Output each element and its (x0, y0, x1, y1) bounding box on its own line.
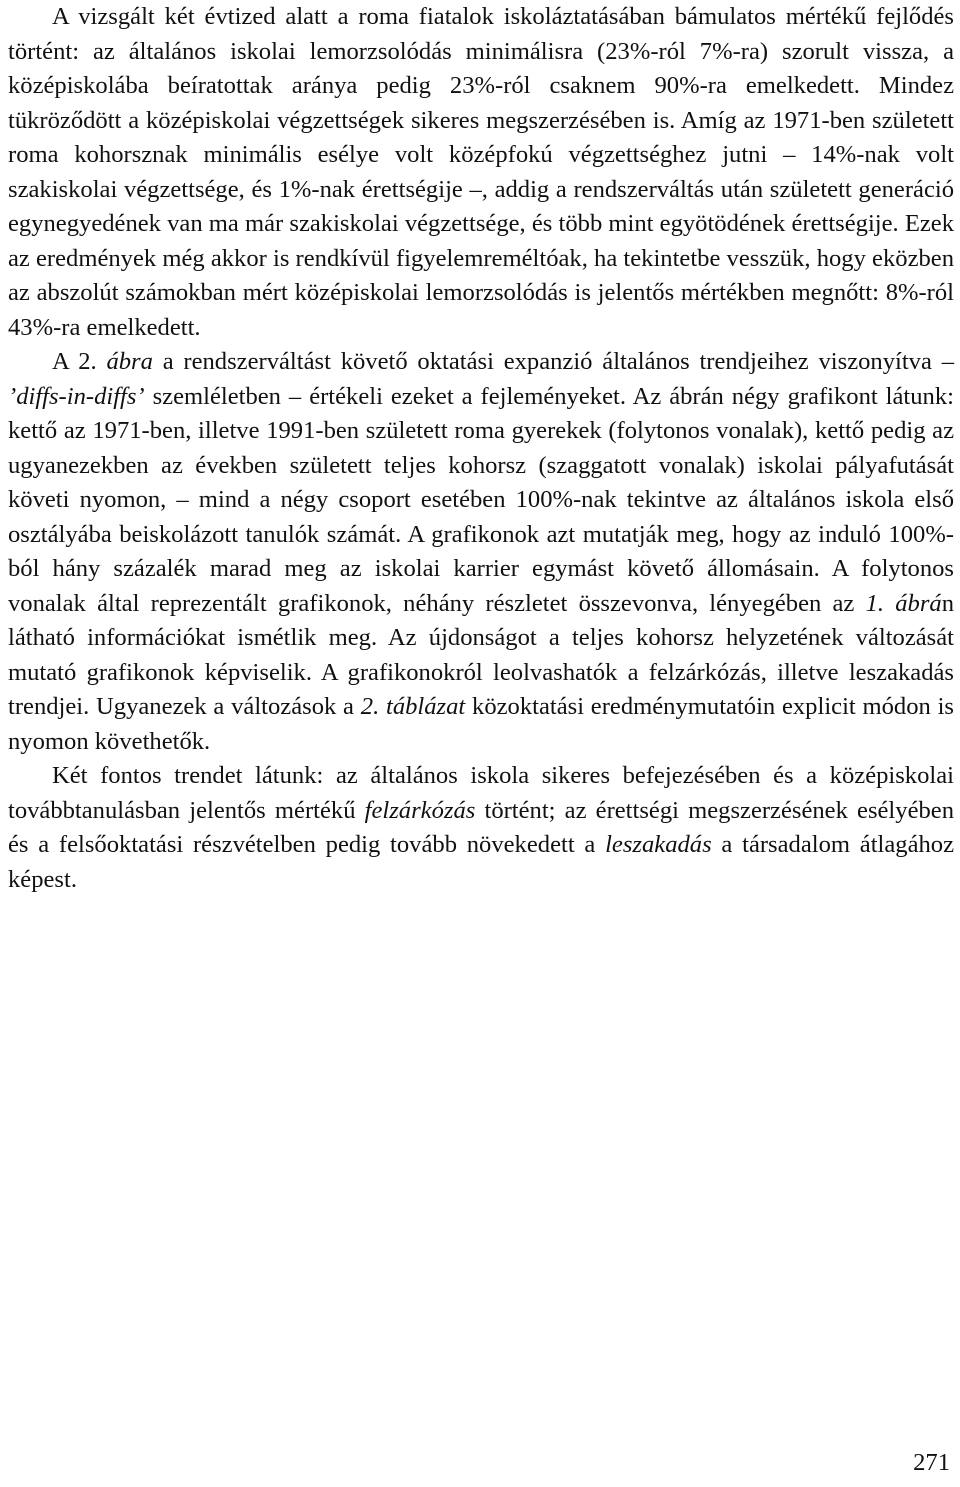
paragraph-2-text-a: A 2. (52, 348, 107, 375)
paragraph-2-table-ref: 2. táblázat (360, 693, 466, 720)
page-number: 271 (913, 1449, 950, 1476)
paragraph-3-text-c: történt; az érettségi megszerzésének esélyében és a felsőoktatási részvételben pedig tovább növekedett a (8, 796, 954, 858)
paragraph-2-text-i: közoktatási eredménymutatóin explicit módon is nyomon követhetők. (8, 693, 955, 755)
paragraph-2-diffs-term: ’diffs-in-diffs’ (8, 382, 145, 410)
paragraph-3 (8, 759, 954, 897)
paragraph-3-text-a: Két fontos trendet látunk: az általános iskola sikeres befejezésében és a középiskolai továbbtanulásban jelentős mértékű (8, 762, 954, 824)
paragraph-2-text-g: n látható információkat ismétlik meg. Az újdonságot a teljes kohorsz helyzetének változását mutató grafikonok képviselik. A grafikonokról leolvashatók a felzárkózás, illetve leszakadás trendjei. Ugyanezek a változások a (8, 589, 955, 720)
paragraph-2-figure-ref: ábra (106, 348, 153, 375)
paragraph-1: A vizsgált két évtized alatt a roma fiatalok iskoláztatásában bámulatos mértékű fejlődés történt: az általános iskolai lemorzsolódás minimálisra (23%-ról 7%-ra) szorult vissza, a középiskolába beíratottak aránya pedig 23%-ról csaknem 90%-ra emelkedett. Mindez tükröződött a középiskolai végzettségek sikeres megszerzésében is. Amíg az 1971-ben született roma kohorsznak minimális esélye volt középfokú végzettséghez jutni – 14%-nak volt szakiskolai végzettsége, és 1%-nak érettségije –, addig a rendszerváltás után született generáció egynegyedének van ma már szakiskolai végzettsége, és több mint egyötödének érettségije. Ezek az eredmények még akkor is rendkívül figyelemreméltóak, ha tekintetbe vesszük, hogy eközben az abszolút számokban mért középiskolai lemorzsolódás is jelentős mértékben megnőtt: 8%-ról 43%-ra emelkedett. (8, 3, 954, 341)
paragraph-2-text-c: a rendszerváltást követő oktatási expanzió általános trendjeihez viszonyítva – (152, 348, 954, 375)
document-page (8, 0, 954, 897)
paragraph-2-figure1-ref: 1. ábrá (865, 589, 942, 617)
paragraph-3-text-e: a társadalom átlagához képest. (8, 831, 954, 893)
paragraph-3-felzarkozas-term: felzárkózás (364, 796, 476, 824)
paragraph-2 (8, 345, 954, 759)
paragraph-2-text-e: szemléletben – értékeli ezeket a fejleményeket. Az ábrán négy grafikont látunk: kettő az 1971-ben, illetve 1991-ben született roma gyerekek (folytonos vonalak), kettő pedig az ugyanezekben az években született teljes kohorsz (szaggatott vonalak) iskolai pályafutását követi nyomon, – mind a négy csoport esetében 100%-nak tekintve az általános iskola első osztályába beiskolázott tanulók számát. A grafikonok azt mutatják meg, hogy az induló 100%-ból hány százalék marad meg az iskolai karrier egymást követő állomásain. A folytonos vonalak által reprezentált grafikonok, néhány részletet összevonva, lényegében az (8, 382, 954, 617)
paragraph-3-leszakadas-term: leszakadás (605, 831, 712, 858)
